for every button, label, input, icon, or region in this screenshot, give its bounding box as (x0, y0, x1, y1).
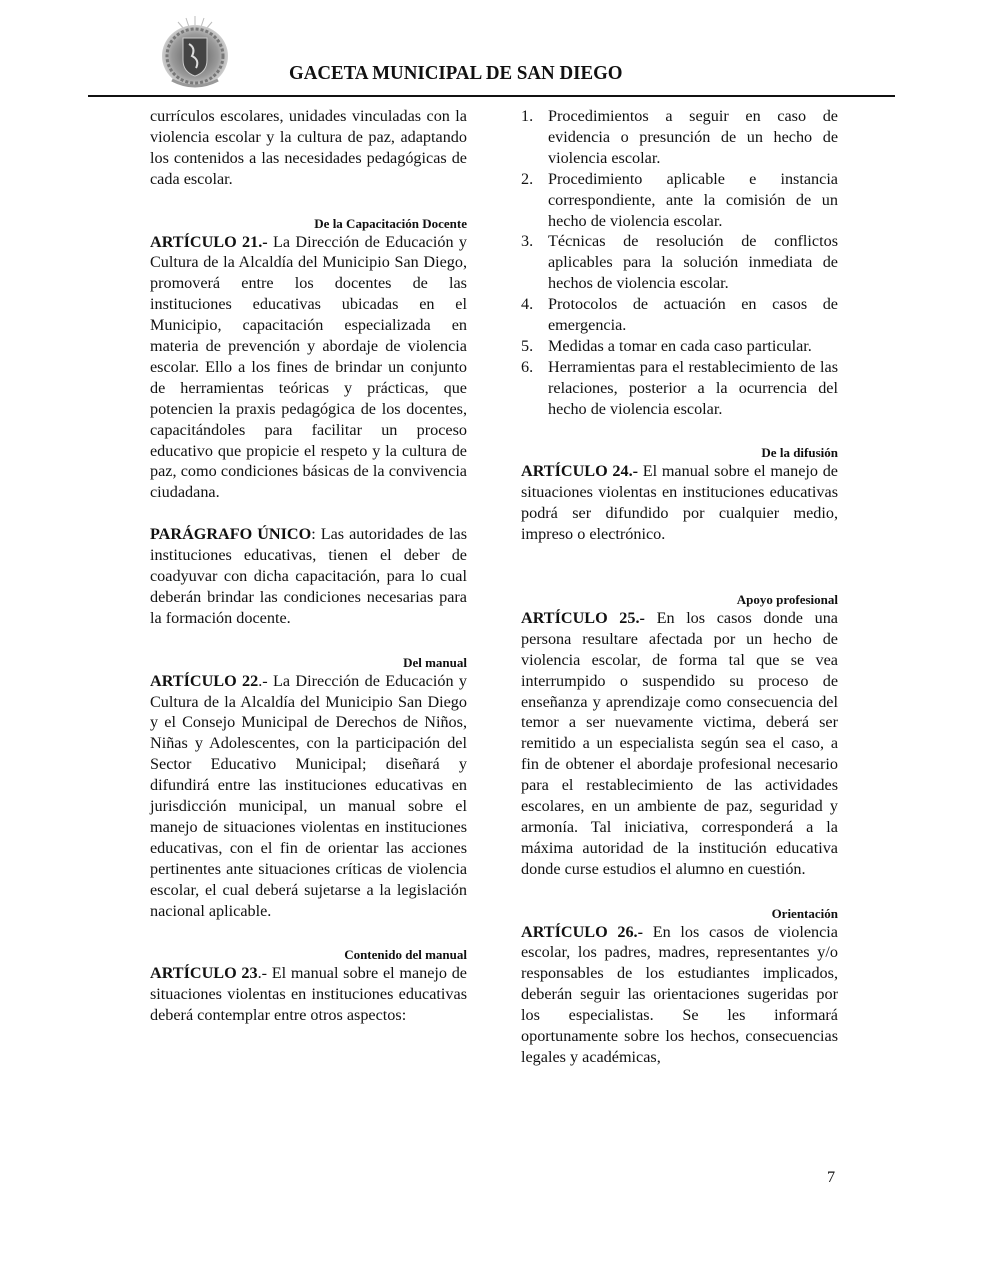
list-item-text: Técnicas de resolución de conflictos aplicables para la solución inmediata de hechos de violencia escolar. (548, 232, 838, 293)
manual-contents-list (521, 106, 838, 420)
article-26-text: En los casos de violencia escolar, los padres, madres, representantes y/o responsables de los estudiantes implicados, deberán seguir las orientaciones sugeridas por los especialistas. Se les informará oportunamente sobre los hechos, consecuencias legales y académicas, (521, 922, 838, 1066)
list-item-number: 5. (521, 336, 534, 355)
intro-paragraph: currículos escolares, unidades vinculadas con la violencia escolar y la cultura de paz, adaptando los contenidos a las necesidades pedagógicas de cada escolar. (150, 107, 467, 188)
list-item (521, 169, 838, 232)
article-26-subheading: Orientación (771, 905, 838, 921)
list-item-text: Procedimientos a seguir en caso de evidencia o presunción de un hecho de violencia escolar. (548, 107, 838, 167)
left-column (150, 106, 467, 1026)
article-24 (521, 461, 838, 545)
list-item-number: 1. (521, 107, 534, 125)
article-23-label: ARTÍCULO 23 (150, 964, 258, 983)
article-22-label: ARTÍCULO 22 (150, 671, 259, 690)
article-22 (150, 671, 467, 922)
article-23 (150, 963, 467, 1026)
list-item-number: 2. (521, 169, 534, 188)
article-25-text: En los casos donde una persona resultare afectada por un hecho de violencia escolar, de forma tal que se vea interrumpido o suspendido su proceso de enseñanza y aprendizaje como consecuencia del temor a ser nuevamente victima, deberá ser remitido a un especialista según sea el caso, a fin de obtener el abordaje profesional necesario para el restablecimiento de las actividades escolares, en un ambiente de paz, seguridad y armonía. Tal iniciativa, corresponderá a la máxima autoridad de la institución educativa donde curse estudios el alumno en cuestión. (521, 608, 838, 878)
list-item-number: 6. (521, 357, 534, 376)
list-item (521, 231, 838, 294)
article-21-text: La Dirección de Educación y Cultura de la Alcaldía del Municipio San Diego, promoverá entre los docentes de las instituciones educativas ubicadas en el Municipio, capacitación especializada en materia de prevención y abordaje de violencia escolar. Ello a los fines de brindar un conjunto de herramientas teóricas y prácticas, que potencien la praxis pedagógica de los docentes, capacitándoles para facilitar un proceso educativo que propicie el respeto y la cultura de paz, como condiciones básicas de la convivencia ciudadana. (150, 232, 467, 502)
article-22-subheading: Del manual (403, 654, 467, 670)
list-item (521, 357, 838, 420)
article-25-label: ARTÍCULO 25.- (521, 608, 645, 627)
article-21-label: ARTÍCULO 21.- (150, 232, 268, 251)
article-25 (521, 608, 838, 880)
article-26-label: ARTÍCULO 26.- (521, 922, 643, 941)
article-21-subheading: De la Capacitación Docente (314, 215, 467, 231)
list-item-number: 4. (521, 295, 534, 314)
article-23-subheading: Contenido del manual (344, 947, 467, 963)
list-item-text: Protocolos de actuación en casos de emergencia. (548, 295, 838, 335)
article-22-text: .- La Dirección de Educación y Cultura de la Alcaldía del Municipio San Diego y el Consejo Municipal de Derechos de Niños, Niñas y Adolescentes, con la participación del Sector Educativo Municipal; diseñará y difundirá entre las instituciones educativas en jurisdicción municipal, un manual sobre el manejo de situaciones violentas en instituciones educativas, con el fin de orientar las acciones pertinentes ante situaciones críticas de violencia escolar, el cual deberá sujetarse a la legislación nacional aplicable. (150, 671, 467, 920)
right-column (521, 106, 838, 1068)
article-25-subheading: Apoyo profesional (736, 591, 838, 607)
header-divider (88, 95, 895, 97)
article-24-subheading: De la difusión (761, 445, 838, 461)
article-24-label: ARTÍCULO 24.- (521, 462, 639, 481)
page-number: 7 (827, 1168, 836, 1186)
article-26 (521, 922, 838, 1068)
list-item-text: Herramientas para el restablecimiento de las relaciones, posterior a la ocurrencia del hecho de violencia escolar. (548, 357, 838, 418)
municipal-coat-of-arms-icon (156, 14, 234, 92)
paragrafo-unico-label: PARÁGRAFO ÚNICO (150, 525, 312, 544)
article-24-text: El manual sobre el manejo de situaciones violentas en instituciones educativas podrá ser difundido por cualquier medio, impreso o electrónico. (521, 462, 838, 544)
list-item-text: Medidas a tomar en cada caso particular. (548, 336, 812, 355)
list-item (521, 294, 838, 336)
gazette-title: GACETA MUNICIPAL DE SAN DIEGO (289, 63, 623, 84)
list-item-number: 3. (521, 232, 534, 251)
paragrafo-unico (150, 524, 467, 629)
paragrafo-unico-text: : Las autoridades de las instituciones educativas, tienen el deber de coadyuvar con dicha capacitación, para lo cual deberán brindar las condiciones necesarias para la formación docente. (150, 525, 467, 627)
list-item-text: Procedimiento aplicable e instancia correspondiente, ante la comisión de un hecho de violencia escolar. (548, 169, 838, 230)
list-item (521, 336, 838, 357)
article-23-text: .- El manual sobre el manejo de situaciones violentas en instituciones educativas deberá contemplar entre otros aspectos: (150, 964, 467, 1025)
list-item (521, 106, 838, 169)
article-21 (150, 232, 467, 504)
